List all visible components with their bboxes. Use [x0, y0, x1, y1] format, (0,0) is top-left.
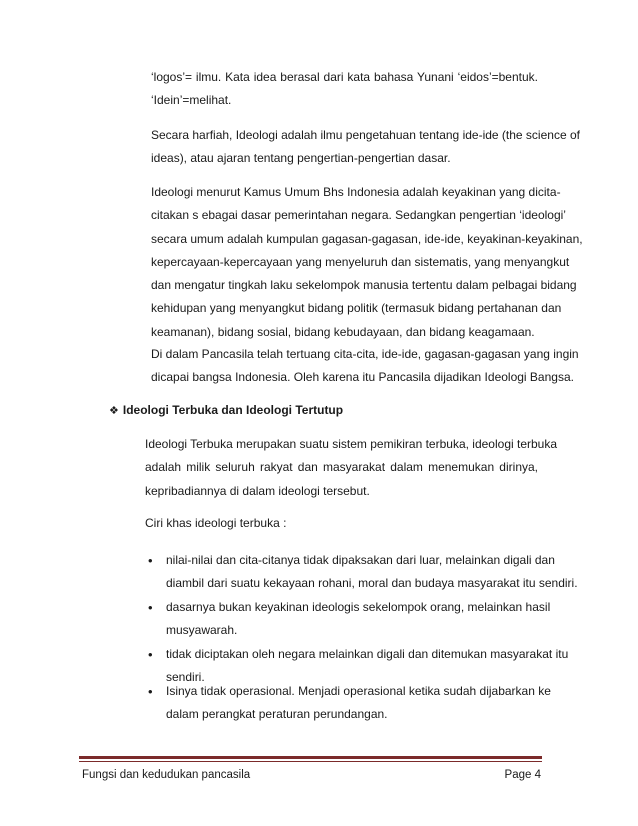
- paragraph-definition-literal: [151, 124, 580, 171]
- text-line: adalah milik seluruh rakyat dan masyarakat dalam menemukan dirinya,: [145, 460, 538, 475]
- text-line: ideas), atau ajaran tentang pengertian-pengertian dasar.: [151, 151, 451, 166]
- section-heading-text: Ideologi Terbuka dan Ideologi Tertutup: [122, 403, 344, 417]
- paragraph-pancasila: [151, 343, 579, 390]
- bullet-icon: •: [148, 684, 153, 699]
- section-heading: [109, 399, 343, 423]
- bullet-icon: •: [148, 647, 153, 662]
- text-line: secara umum adalah kumpulan gagasan-gagasan, ide-ide, keyakinan-keyakinan,: [151, 231, 583, 246]
- text-line: Di dalam Pancasila telah tertuang cita-cita, ide-ide, gagasan-gagasan yang ingin: [151, 347, 579, 361]
- text-line: dan mengatur tingkah laku sekelompok manusia tertentu dalam pelbagai bidang: [151, 278, 577, 293]
- text-line: dicapai bangsa Indonesia. Oleh karena itu Pancasila dijadikan Ideologi Bangsa.: [151, 370, 574, 385]
- text-line: kepercayaan-kepercayaan yang menyeluruh dan sistematis, yang menyangkut: [151, 254, 570, 269]
- bullet-icon: •: [148, 600, 153, 615]
- text-line: kehidupan yang menyangkut bidang politik (termasuk bidang pertahanan dan: [151, 301, 562, 316]
- text-line: keamanan), bidang sosial, bidang kebudayaan, dan bidang keagamaan.: [151, 324, 535, 339]
- text-line: Isinya tidak operasional. Menjadi operasional ketika sudah dijabarkan ke: [166, 684, 551, 698]
- text-line: Ideologi Terbuka merupakan suatu sistem pemikiran terbuka, ideologi terbuka: [145, 437, 558, 451]
- paragraph-etymology: [151, 66, 538, 113]
- footer-rule-thick: [79, 756, 542, 759]
- text-line: Secara harfiah, Ideologi adalah ilmu pengetahuan tentang ide-ide (the science of: [151, 128, 580, 142]
- list-item: [166, 596, 551, 643]
- text-line: dasarnya bukan keyakinan ideologis sekelompok orang, melainkan hasil: [166, 600, 551, 614]
- text-line: dalam perangkat peraturan perundangan.: [166, 707, 388, 722]
- paragraph-definition-kamus: [151, 181, 583, 344]
- text-line: citakan s ebagai dasar pemerintahan negara. Sedangkan pengertian ‘ideologi’: [151, 208, 566, 223]
- text-line: ‘logos’= ilmu. Kata idea berasal dari kata bahasa Yunani ‘eidos’=bentuk.: [151, 70, 538, 84]
- footer-title: Fungsi dan kedudukan pancasila: [82, 769, 251, 781]
- list-item: [166, 680, 551, 727]
- text-line: tidak diciptakan oleh negara melainkan digali dan ditemukan masyarakat itu: [166, 647, 569, 661]
- text-line: nilai-nilai dan cita-citanya tidak dipaksakan dari luar, melainkan digali dan: [166, 553, 555, 567]
- text-line: Ideologi menurut Kamus Umum Bhs Indonesia adalah keyakinan yang dicita-: [151, 185, 561, 199]
- list-item: [166, 549, 578, 596]
- bullet-icon: •: [148, 553, 153, 568]
- text-line: kepribadiannya di dalam ideologi tersebut.: [145, 483, 370, 498]
- text-line: sendiri.: [166, 670, 205, 685]
- text-line: ‘Idein’=melihat.: [151, 93, 232, 108]
- paragraph-ciri-khas: [145, 512, 538, 535]
- page-number: Page 4: [504, 769, 541, 781]
- text-line: musyawarah.: [166, 623, 238, 638]
- footer-rule-thin: [79, 761, 542, 762]
- text-line: diambil dari suatu kekayaan rohani, moral dan budaya masyarakat itu sendiri.: [166, 576, 578, 591]
- diamond-bullet-icon: ❖: [109, 405, 119, 417]
- paragraph-ideologi-terbuka: [145, 433, 558, 503]
- text-line: Ciri khas ideologi terbuka :: [145, 516, 287, 530]
